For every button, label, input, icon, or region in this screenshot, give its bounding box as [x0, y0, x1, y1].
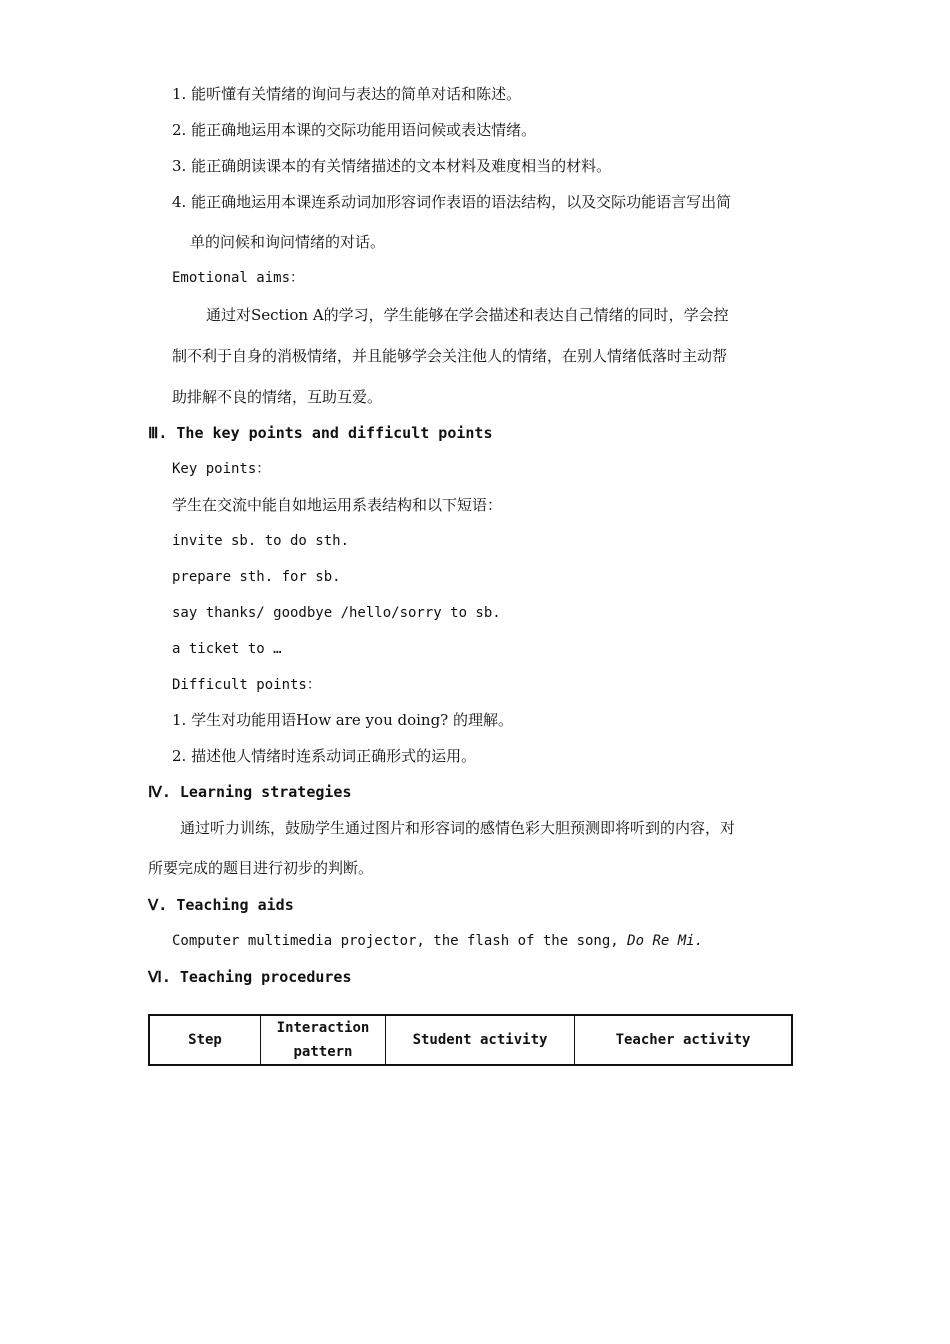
table-header-step: Step [149, 1015, 261, 1065]
emotional-aims-label: Emotional aims： [172, 270, 305, 286]
key-points-intro: 学生在交流中能自如地运用系表结构和以下短语： [172, 496, 503, 514]
difficult-points-label: Difficult points： [172, 677, 321, 693]
teaching-aids-text [172, 931, 703, 951]
table-header-interaction-pattern: Interaction pattern [261, 1015, 386, 1065]
section-heading-teaching-procedures: Ⅵ. Teaching procedures [148, 968, 352, 986]
table-header-student-activity: Student activity [386, 1015, 575, 1065]
phrase-item-2: prepare sth. for sb. [172, 569, 341, 585]
phrase-item-3: say thanks/ goodbye /hello/sorry to sb. [172, 605, 501, 621]
key-points-label: Key points： [172, 461, 271, 477]
section-heading-key-points: Ⅲ. The key points and difficult points [148, 424, 493, 442]
phrase-item-1: invite sb. to do sth. [172, 533, 350, 549]
section-heading-learning-strategies: Ⅳ. Learning strategies [148, 783, 352, 801]
goal-item-4: 4. 能正确地运用本课连系动词加形容词作表语的语法结构，以及交际功能语言写出简 [172, 193, 732, 211]
emotional-aims-line-2: 制不利于自身的消极情绪，并且能够学会关注他人的情绪，在别人情绪低落时主动帮 [172, 347, 728, 365]
table-header-teacher-activity: Teacher activity [575, 1015, 793, 1065]
difficult-point-1: 1. 学生对功能用语How are you doing? 的理解。 [172, 711, 513, 729]
goal-item-1: 1. 能听懂有关情绪的询问与表达的简单对话和陈述。 [172, 85, 522, 103]
emotional-aims-line-3: 助排解不良的情绪，互助互爱。 [172, 388, 383, 406]
song-title: Do Re Mi. [627, 933, 704, 949]
difficult-point-2: 2. 描述他人情绪时连系动词正确形式的运用。 [172, 747, 477, 765]
goal-item-4-continued: 单的问候和询问情绪的对话。 [190, 233, 386, 251]
learning-strategies-line-1: 通过听力训练，鼓励学生通过图片和形容词的感情色彩大胆预测即将听到的内容，对 [180, 819, 736, 837]
goal-item-3: 3. 能正确朗读课本的有关情绪描述的文本材料及难度相当的材料。 [172, 157, 612, 175]
phrase-item-4: a ticket to … [172, 641, 282, 657]
table-header-row [149, 1015, 792, 1065]
emotional-aims-line-1: 通过对Section A的学习，学生能够在学会描述和表达自己情绪的同时，学会控 [206, 306, 729, 324]
goal-item-2: 2. 能正确地运用本课的交际功能用语问候或表达情绪。 [172, 121, 537, 139]
learning-strategies-line-2: 所要完成的题目进行初步的判断。 [148, 859, 374, 877]
procedures-table [148, 1014, 793, 1066]
section-heading-teaching-aids: Ⅴ. Teaching aids [148, 896, 294, 914]
teaching-aids-description: Computer multimedia projector, the flash of the song, [172, 933, 628, 949]
